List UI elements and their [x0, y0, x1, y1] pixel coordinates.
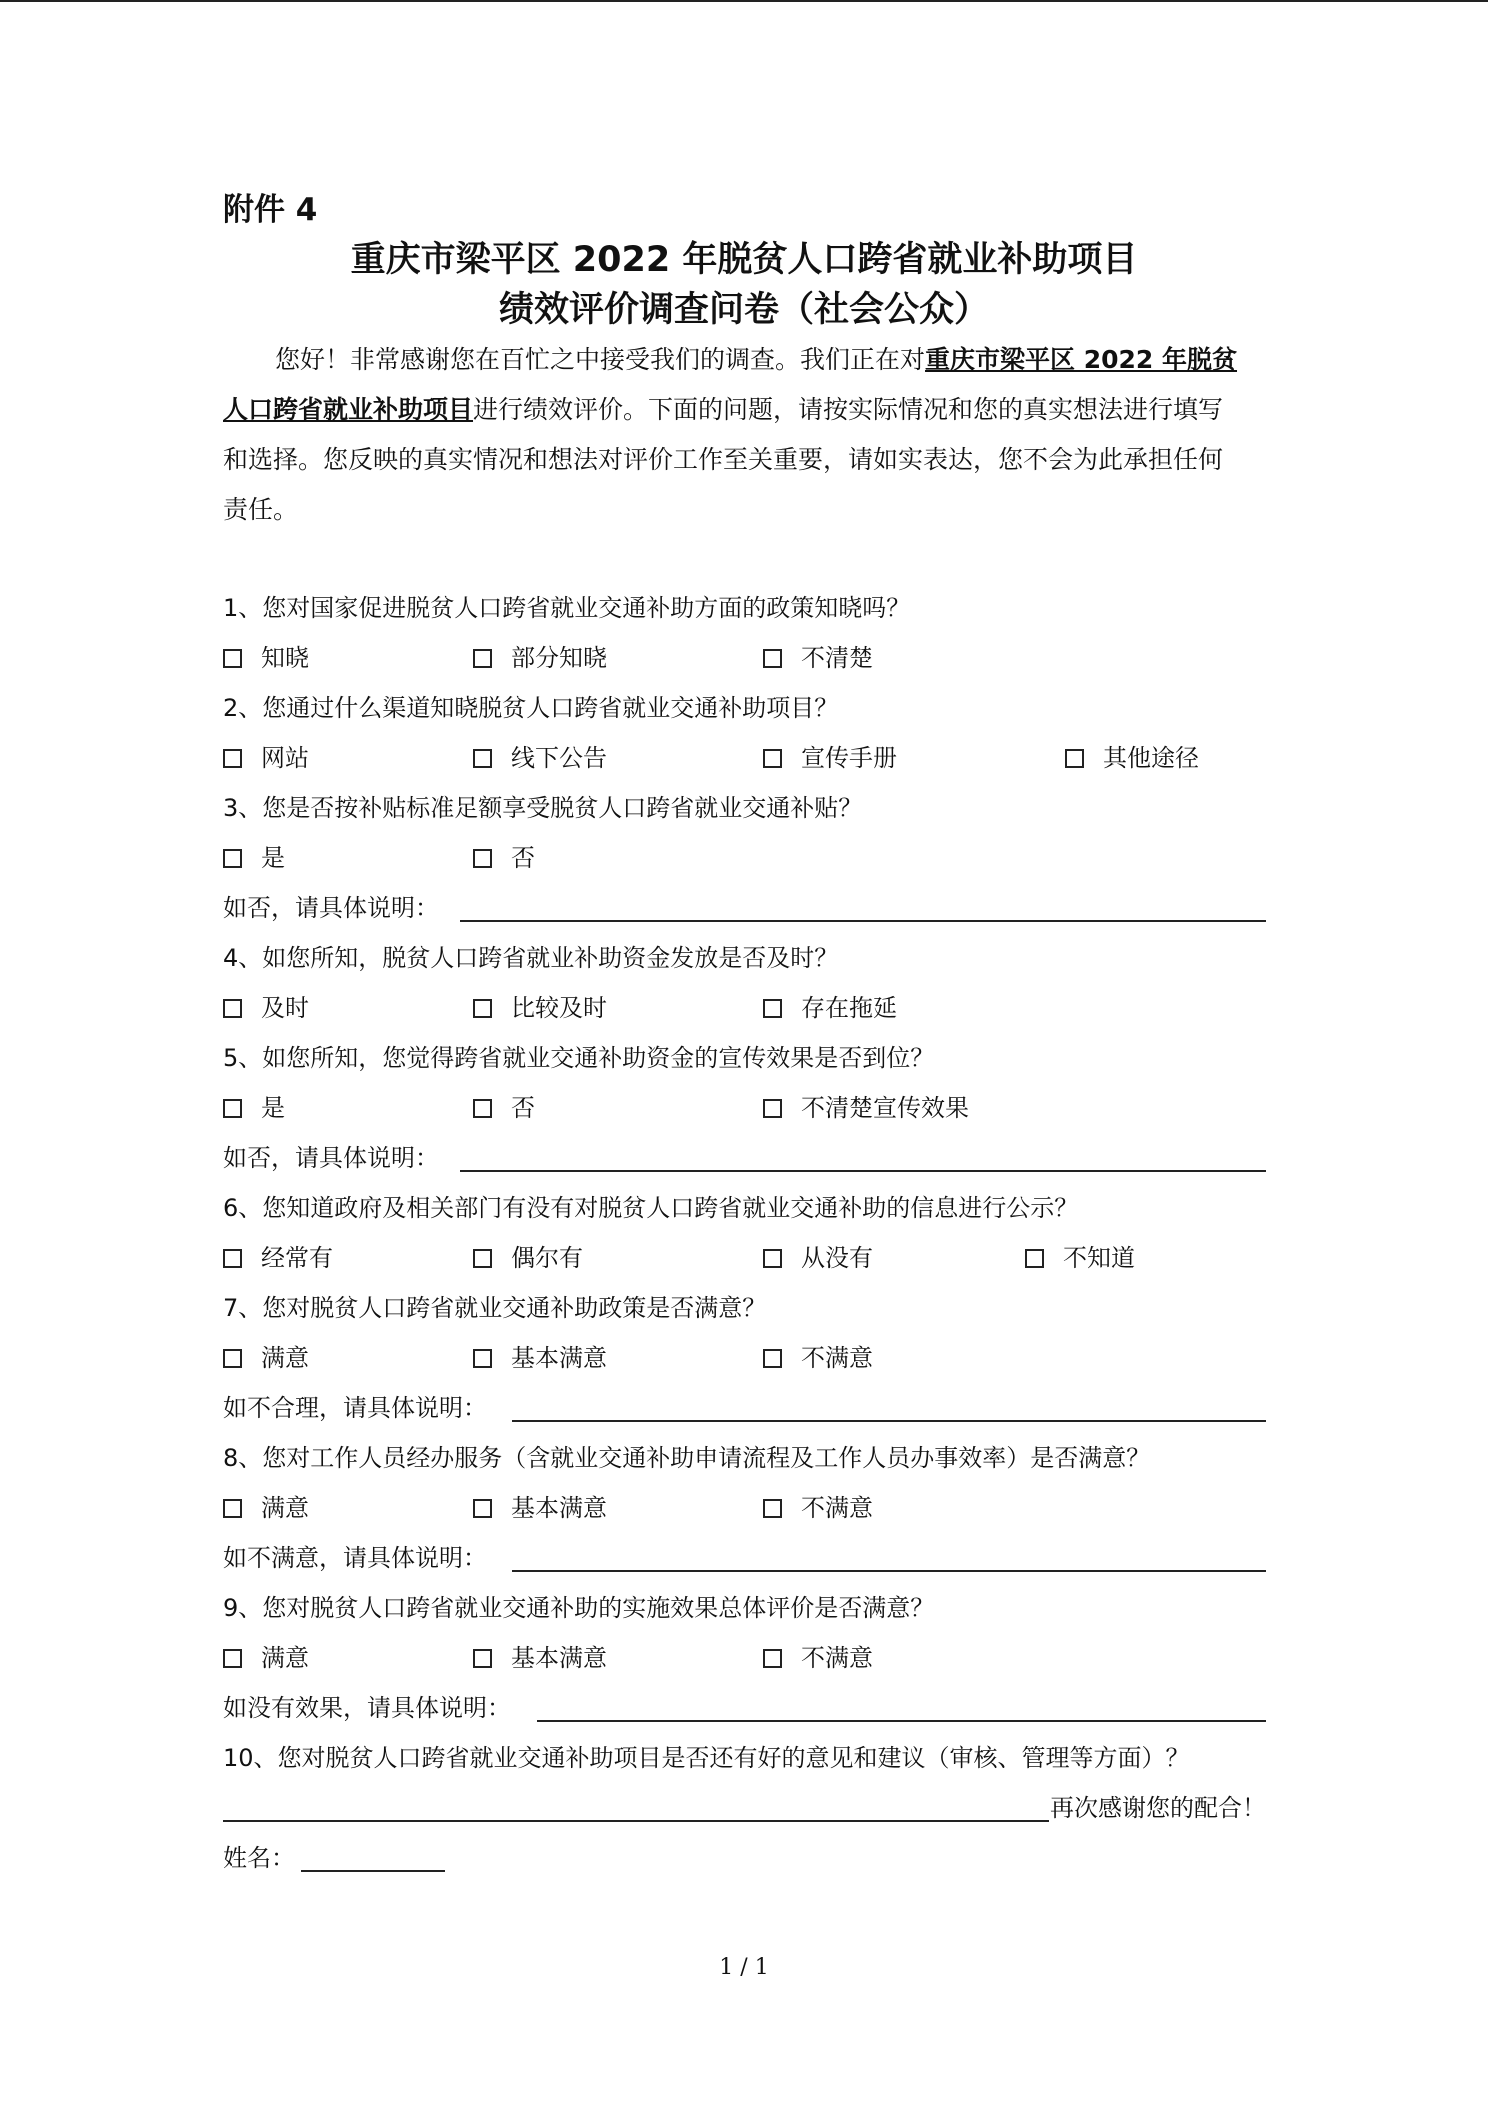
option-label: 偶尔有 [511, 1244, 583, 1272]
checkbox[interactable] [473, 999, 492, 1018]
checkbox[interactable] [473, 1249, 492, 1268]
intro-line-1 [223, 335, 1268, 385]
checkbox[interactable] [223, 1349, 242, 1368]
option-q1-3[interactable] [763, 643, 873, 673]
option-label: 网站 [261, 744, 309, 772]
checkbox[interactable] [473, 649, 492, 668]
option-q2-2[interactable] [473, 743, 607, 773]
option-q6-1[interactable] [223, 1243, 333, 1273]
checkbox[interactable] [763, 1099, 782, 1118]
option-label: 满意 [261, 1644, 309, 1672]
option-label: 基本满意 [511, 1494, 607, 1522]
checkbox[interactable] [473, 1099, 492, 1118]
fill-label-q7: 如不合理，请具体说明： [223, 1394, 487, 1422]
top-border [0, 0, 1488, 2]
option-label: 是 [261, 844, 285, 872]
checkbox[interactable] [473, 1349, 492, 1368]
option-label: 宣传手册 [801, 744, 897, 772]
intro-text-2: 进行绩效评价。下面的问题，请按实际情况和您的真实想法进行填写 [473, 395, 1224, 424]
option-q1-1[interactable] [223, 643, 309, 673]
question-3: 3、您是否按补贴标准足额享受脱贫人口跨省就业交通补贴？ [223, 794, 863, 822]
question-7: 7、您对脱贫人口跨省就业交通补助政策是否满意？ [223, 1294, 767, 1322]
fill-line-q8[interactable] [512, 1570, 1266, 1572]
option-q3-1[interactable] [223, 843, 285, 873]
project-name-1: 重庆市梁平区 2022 年脱贫 [925, 345, 1238, 374]
checkbox[interactable] [763, 1349, 782, 1368]
option-q2-4[interactable] [1065, 743, 1199, 773]
checkbox[interactable] [223, 1099, 242, 1118]
option-q6-4[interactable] [1025, 1243, 1135, 1273]
checkbox[interactable] [1025, 1249, 1044, 1268]
option-label: 基本满意 [511, 1344, 607, 1372]
fill-line-q7[interactable] [512, 1420, 1266, 1422]
question-4: 4、如您所知，脱贫人口跨省就业补助资金发放是否及时？ [223, 944, 839, 972]
question-2: 2、您通过什么渠道知晓脱贫人口跨省就业交通补助项目？ [223, 694, 839, 722]
option-q5-3[interactable] [763, 1093, 969, 1123]
option-label: 否 [511, 1094, 535, 1122]
intro-line-4: 责任。 [223, 495, 299, 524]
option-q1-2[interactable] [473, 643, 607, 673]
checkbox[interactable] [763, 749, 782, 768]
checkbox[interactable] [473, 1499, 492, 1518]
option-q9-1[interactable] [223, 1643, 309, 1673]
checkbox[interactable] [763, 1649, 782, 1668]
checkbox[interactable] [223, 749, 242, 768]
fill-label-q5: 如否，请具体说明： [223, 1144, 439, 1172]
fill-line-q3[interactable] [460, 920, 1266, 922]
attachment-label: 附件 4 [223, 192, 318, 228]
checkbox[interactable] [763, 1249, 782, 1268]
option-label: 满意 [261, 1344, 309, 1372]
option-label: 满意 [261, 1494, 309, 1522]
option-label: 不满意 [801, 1644, 873, 1672]
option-q2-1[interactable] [223, 743, 309, 773]
option-q8-3[interactable] [763, 1493, 873, 1523]
project-name-2: 人口跨省就业补助项目 [223, 395, 474, 424]
intro-line-3: 和选择。您反映的真实情况和想法对评价工作至关重要，请如实表达，您不会为此承担任何 [223, 445, 1224, 474]
option-q7-3[interactable] [763, 1343, 873, 1373]
checkbox[interactable] [763, 649, 782, 668]
option-q5-1[interactable] [223, 1093, 285, 1123]
option-label: 其他途径 [1103, 744, 1199, 772]
option-label: 不满意 [801, 1344, 873, 1372]
checkbox[interactable] [473, 849, 492, 868]
question-5: 5、如您所知，您觉得跨省就业交通补助资金的宣传效果是否到位？ [223, 1044, 935, 1072]
option-q3-2[interactable] [473, 843, 535, 873]
title-line-1: 重庆市梁平区 2022 年脱贫人口跨省就业补助项目 [350, 240, 1138, 280]
option-q6-2[interactable] [473, 1243, 583, 1273]
checkbox[interactable] [223, 999, 242, 1018]
checkbox[interactable] [473, 1649, 492, 1668]
option-label: 线下公告 [511, 744, 607, 772]
option-q7-2[interactable] [473, 1343, 607, 1373]
title-line-2: 绩效评价调查问卷（社会公众） [498, 290, 989, 330]
checkbox[interactable] [473, 749, 492, 768]
option-q7-1[interactable] [223, 1343, 309, 1373]
option-label: 及时 [261, 994, 309, 1022]
suggestion-line[interactable] [223, 1820, 1049, 1822]
option-label: 经常有 [261, 1244, 333, 1272]
option-q4-3[interactable] [763, 993, 897, 1023]
option-label: 部分知晓 [511, 644, 607, 672]
option-label: 不满意 [801, 1494, 873, 1522]
question-6: 6、您知道政府及相关部门有没有对脱贫人口跨省就业交通补助的信息进行公示？ [223, 1194, 1079, 1222]
option-q4-2[interactable] [473, 993, 607, 1023]
question-1: 1、您对国家促进脱贫人口跨省就业交通补助方面的政策知晓吗？ [223, 594, 911, 622]
option-label: 不知道 [1063, 1244, 1135, 1272]
page-number: 1 / 1 [719, 1955, 769, 1980]
checkbox[interactable] [223, 1649, 242, 1668]
name-line[interactable] [301, 1870, 445, 1872]
fill-label-q8: 如不满意，请具体说明： [223, 1544, 487, 1572]
option-q2-3[interactable] [763, 743, 897, 773]
option-q8-2[interactable] [473, 1493, 607, 1523]
question-10: 10、您对脱贫人口跨省就业交通补助项目是否还有好的意见和建议（审核、管理等方面）？ [223, 1744, 1190, 1772]
name-label: 姓名： [223, 1844, 295, 1872]
checkbox[interactable] [763, 999, 782, 1018]
option-q5-2[interactable] [473, 1093, 535, 1123]
option-label: 否 [511, 844, 535, 872]
option-q9-3[interactable] [763, 1643, 873, 1673]
checkbox[interactable] [223, 1249, 242, 1268]
fill-line-q5[interactable] [460, 1170, 1266, 1172]
question-9: 9、您对脱贫人口跨省就业交通补助的实施效果总体评价是否满意？ [223, 1594, 935, 1622]
option-label: 是 [261, 1094, 285, 1122]
option-q9-2[interactable] [473, 1643, 607, 1673]
option-label: 知晓 [261, 644, 309, 672]
option-q6-3[interactable] [763, 1243, 873, 1273]
checkbox[interactable] [223, 849, 242, 868]
thanks-text: 再次感谢您的配合！ [1050, 1794, 1266, 1822]
option-label: 比较及时 [511, 994, 607, 1022]
option-q4-1[interactable] [223, 993, 309, 1023]
option-label: 从没有 [801, 1244, 873, 1272]
intro-line-2 [223, 385, 1268, 435]
option-label: 基本满意 [511, 1644, 607, 1672]
question-8: 8、您对工作人员经办服务（含就业交通补助申请流程及工作人员办事效率）是否满意？ [223, 1444, 1151, 1472]
fill-label-q3: 如否，请具体说明： [223, 894, 439, 922]
checkbox[interactable] [223, 1499, 242, 1518]
intro-text-1: 您好！非常感谢您在百忙之中接受我们的调查。我们正在对 [275, 345, 926, 374]
fill-line-q9[interactable] [537, 1720, 1266, 1722]
option-label: 不清楚宣传效果 [801, 1094, 969, 1122]
fill-label-q9: 如没有效果，请具体说明： [223, 1694, 511, 1722]
option-label: 存在拖延 [801, 994, 897, 1022]
checkbox[interactable] [223, 649, 242, 668]
option-q8-1[interactable] [223, 1493, 309, 1523]
checkbox[interactable] [763, 1499, 782, 1518]
checkbox[interactable] [1065, 749, 1084, 768]
option-label: 不清楚 [801, 644, 873, 672]
